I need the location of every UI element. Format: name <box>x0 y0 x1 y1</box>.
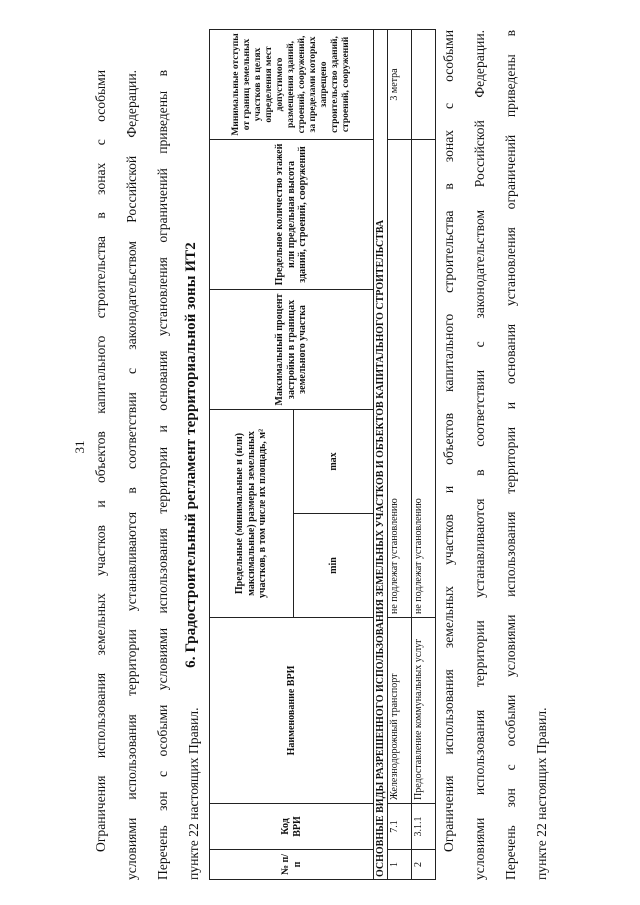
intro-line-2: условиями использования территории устанавливаются в соответствии с законодательством Российской Федерации. <box>124 70 139 880</box>
closing-line-4: пункте 22 настоящих Правил. <box>534 707 549 880</box>
header-name: Наименование ВРИ <box>210 618 374 804</box>
rotated-page-content <box>85 30 549 880</box>
page-number: 31 <box>72 440 87 454</box>
section-title: ОСНОВНЫЕ ВИДЫ РАЗРЕШЕННОГО ИСПОЛЬЗОВАНИЯ ЗЕМЕЛЬНЫХ УЧАСТКОВ И ОБЪЕКТОВ КАПИТАЛЬНОГО СТРОИТЕЛЬСТВА <box>374 29 388 879</box>
header-code: Код ВРИ <box>210 804 374 850</box>
closing-line-3: Перечень зон с особыми условиями использования территории и основания установления ограничений приведены в <box>503 30 518 880</box>
closing-paragraph <box>433 30 557 880</box>
row-num: 2 <box>412 850 436 880</box>
header-sizes <box>210 409 294 617</box>
closing-line-1: Ограничения использования земельных участков и объектов капитального строительства в зонах с особыми <box>441 30 456 852</box>
table-row <box>388 29 412 879</box>
header-max: max <box>294 409 374 513</box>
row-setbacks: 3 метра <box>388 29 412 139</box>
zone-regulation-table <box>209 29 436 880</box>
intro-line-3: Перечень зон с особыми условиями использования территории и основания установления ограничений приведены в <box>155 70 170 880</box>
section-heading: 6. Градостроительный регламент территориальной зоны ИТ2 <box>183 242 199 668</box>
row-setbacks <box>412 29 436 139</box>
row-name: Предоставление коммунальных услуг <box>412 618 436 804</box>
intro-line-1: Ограничения использования земельных участков и объектов капитального строительства в зонах с особыми <box>93 70 108 852</box>
row-name: Железнодорожный транспорт <box>388 618 412 804</box>
row-num: 1 <box>388 850 412 880</box>
section-row <box>374 29 388 879</box>
header-build-percent: Максимальный процент застройки в границах земельного участка <box>210 289 374 409</box>
intro-line-4: пункте 22 настоящих Правил. <box>186 707 201 880</box>
header-setbacks: Минимальные отступы от границ земельных участков в целях определения мест допустимого размещения зданий, строений, сооружений, за пределами которых запрещено строительство зданий, строений, сооружений <box>210 29 374 139</box>
table-row <box>412 29 436 879</box>
header-floors: Предельное количество этажей или предельная высота зданий, строений, сооружений <box>210 139 374 289</box>
row-code: 7.1 <box>388 804 412 850</box>
header-num: № п/п <box>210 850 374 880</box>
row-sizes: не подлежат установлению <box>388 139 412 617</box>
row-code: 3.1.1 <box>412 804 436 850</box>
closing-line-2: условиями использования территории устанавливаются в соответствии с законодательством Российской Федерации. <box>472 30 487 880</box>
header-sizes-text: Предельные (минимальные и (или) максимальные) размеры земельных участков, в том числе их площадь, м² <box>234 428 269 599</box>
header-min: min <box>294 514 374 618</box>
row-sizes: не подлежат установлению <box>412 139 436 617</box>
